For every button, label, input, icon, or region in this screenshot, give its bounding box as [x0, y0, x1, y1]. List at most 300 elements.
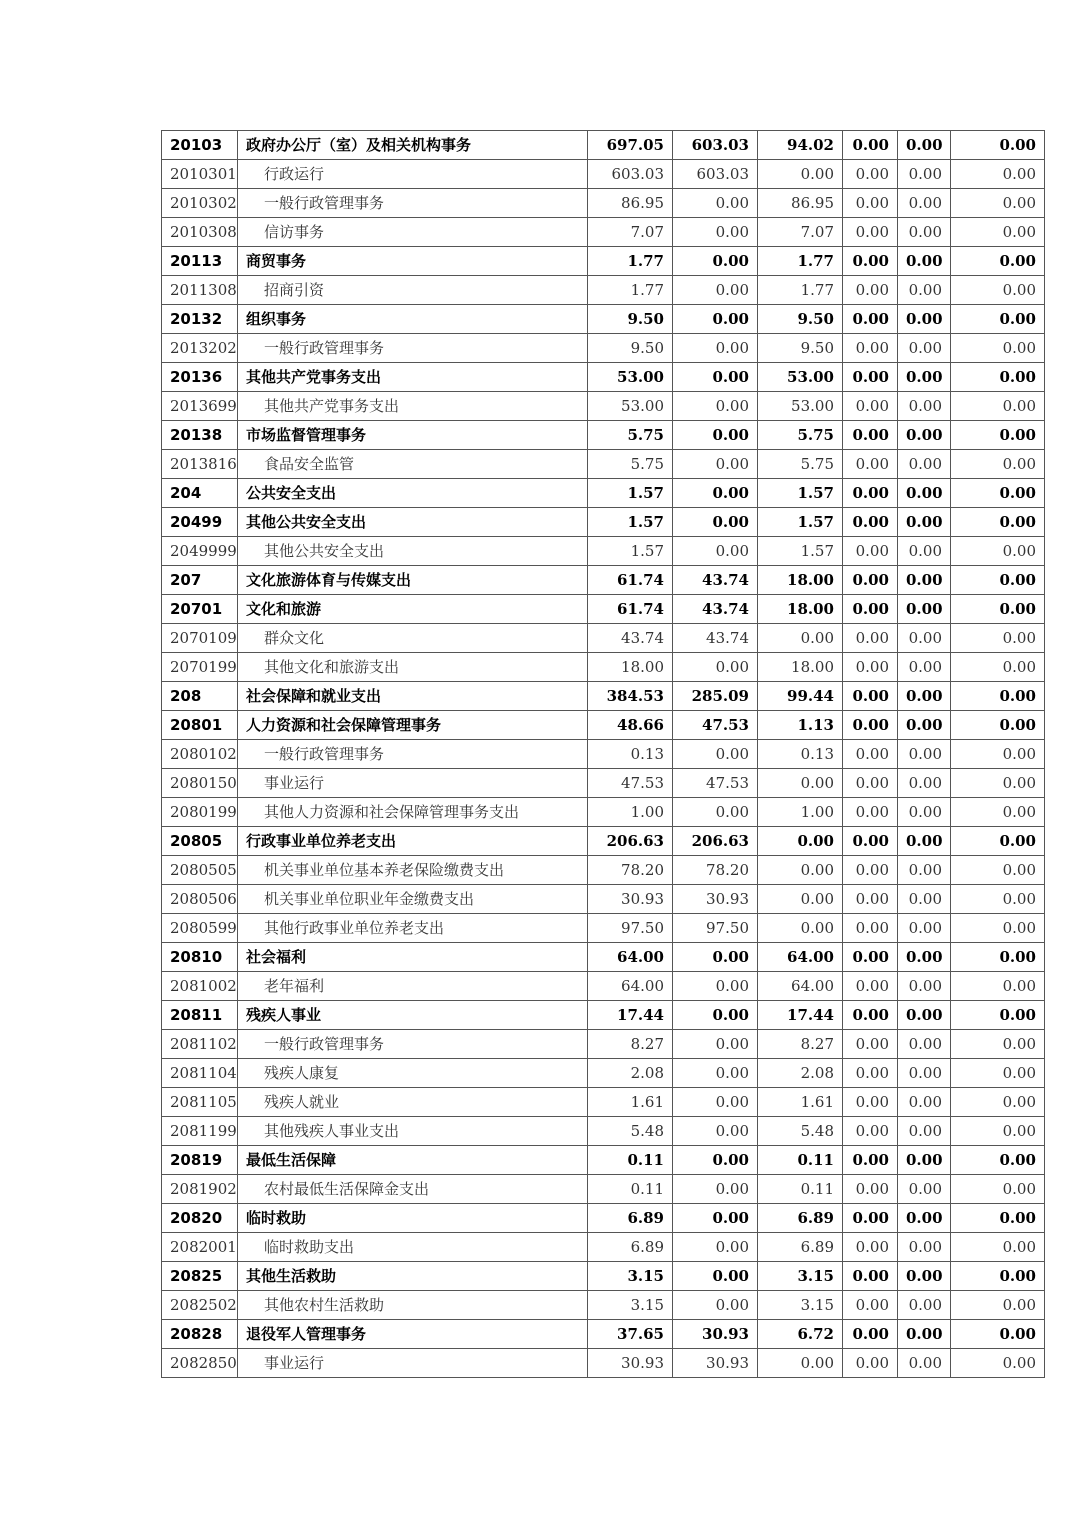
row-value-6: 0.00 [951, 392, 1045, 421]
row-value-4: 0.00 [843, 508, 898, 537]
row-value-5: 0.00 [898, 1320, 951, 1349]
row-value-2: 0.00 [673, 1291, 758, 1320]
row-name: 商贸事务 [238, 247, 588, 276]
row-name: 食品安全监管 [238, 450, 588, 479]
row-value-6: 0.00 [951, 508, 1045, 537]
row-name: 其他行政事业单位养老支出 [238, 914, 588, 943]
row-value-3: 53.00 [758, 392, 843, 421]
row-code: 2070109 [162, 624, 238, 653]
row-code: 2080102 [162, 740, 238, 769]
table-row [162, 885, 1045, 914]
row-code: 20819 [162, 1146, 238, 1175]
row-value-5: 0.00 [898, 682, 951, 711]
row-code: 20810 [162, 943, 238, 972]
row-value-4: 0.00 [843, 711, 898, 740]
row-value-3: 5.75 [758, 450, 843, 479]
row-code: 20828 [162, 1320, 238, 1349]
table-row [162, 1146, 1045, 1175]
row-value-5: 0.00 [898, 160, 951, 189]
row-code: 2081002 [162, 972, 238, 1001]
row-name: 人力资源和社会保障管理事务 [238, 711, 588, 740]
row-value-6: 0.00 [951, 131, 1045, 160]
row-value-6: 0.00 [951, 595, 1045, 624]
row-value-4: 0.00 [843, 1001, 898, 1030]
table-row [162, 682, 1045, 711]
table-row [162, 1088, 1045, 1117]
row-name: 最低生活保障 [238, 1146, 588, 1175]
row-value-1: 78.20 [588, 856, 673, 885]
row-value-1: 53.00 [588, 392, 673, 421]
row-value-4: 0.00 [843, 827, 898, 856]
row-value-4: 0.00 [843, 479, 898, 508]
row-name: 行政事业单位养老支出 [238, 827, 588, 856]
row-name: 群众文化 [238, 624, 588, 653]
row-code: 204 [162, 479, 238, 508]
row-value-1: 7.07 [588, 218, 673, 247]
row-value-5: 0.00 [898, 1001, 951, 1030]
row-name: 其他公共安全支出 [238, 508, 588, 537]
row-value-4: 0.00 [843, 595, 898, 624]
row-name: 社会保障和就业支出 [238, 682, 588, 711]
table-row [162, 769, 1045, 798]
row-value-2: 0.00 [673, 972, 758, 1001]
row-value-5: 0.00 [898, 421, 951, 450]
row-code: 2081199 [162, 1117, 238, 1146]
row-value-6: 0.00 [951, 1117, 1045, 1146]
row-value-3: 6.72 [758, 1320, 843, 1349]
table-row [162, 798, 1045, 827]
row-value-4: 0.00 [843, 247, 898, 276]
row-name: 组织事务 [238, 305, 588, 334]
row-value-4: 0.00 [843, 1117, 898, 1146]
row-value-2: 0.00 [673, 1204, 758, 1233]
row-code: 207 [162, 566, 238, 595]
row-value-5: 0.00 [898, 972, 951, 1001]
row-value-2: 0.00 [673, 537, 758, 566]
row-code: 2082502 [162, 1291, 238, 1320]
row-value-5: 0.00 [898, 450, 951, 479]
row-value-6: 0.00 [951, 334, 1045, 363]
row-value-3: 1.61 [758, 1088, 843, 1117]
row-value-2: 0.00 [673, 189, 758, 218]
row-code: 20701 [162, 595, 238, 624]
row-value-2: 285.09 [673, 682, 758, 711]
row-value-3: 0.00 [758, 769, 843, 798]
row-value-3: 1.57 [758, 479, 843, 508]
table-row [162, 1349, 1045, 1378]
row-value-1: 2.08 [588, 1059, 673, 1088]
row-value-3: 7.07 [758, 218, 843, 247]
row-code: 2081902 [162, 1175, 238, 1204]
row-value-2: 0.00 [673, 740, 758, 769]
row-name: 一般行政管理事务 [238, 1030, 588, 1059]
row-value-3: 0.00 [758, 1349, 843, 1378]
row-name: 残疾人就业 [238, 1088, 588, 1117]
row-name: 事业运行 [238, 1349, 588, 1378]
row-value-5: 0.00 [898, 943, 951, 972]
row-value-1: 3.15 [588, 1262, 673, 1291]
row-value-2: 47.53 [673, 769, 758, 798]
row-value-6: 0.00 [951, 189, 1045, 218]
row-value-2: 97.50 [673, 914, 758, 943]
row-value-2: 0.00 [673, 276, 758, 305]
row-value-2: 0.00 [673, 1059, 758, 1088]
row-value-1: 1.00 [588, 798, 673, 827]
row-value-3: 9.50 [758, 305, 843, 334]
row-value-4: 0.00 [843, 740, 898, 769]
row-value-3: 0.11 [758, 1175, 843, 1204]
row-value-3: 0.00 [758, 827, 843, 856]
table-row [162, 1030, 1045, 1059]
row-value-1: 37.65 [588, 1320, 673, 1349]
row-code: 20138 [162, 421, 238, 450]
row-value-1: 1.57 [588, 479, 673, 508]
row-value-6: 0.00 [951, 972, 1045, 1001]
row-value-6: 0.00 [951, 566, 1045, 595]
row-value-4: 0.00 [843, 566, 898, 595]
table-row [162, 450, 1045, 479]
row-value-6: 0.00 [951, 479, 1045, 508]
table-row [162, 508, 1045, 537]
row-value-2: 0.00 [673, 247, 758, 276]
row-value-1: 97.50 [588, 914, 673, 943]
table-row [162, 653, 1045, 682]
row-name: 机关事业单位职业年金缴费支出 [238, 885, 588, 914]
row-name: 事业运行 [238, 769, 588, 798]
row-value-6: 0.00 [951, 1088, 1045, 1117]
row-value-4: 0.00 [843, 1088, 898, 1117]
row-value-2: 0.00 [673, 653, 758, 682]
row-value-1: 43.74 [588, 624, 673, 653]
row-value-5: 0.00 [898, 1175, 951, 1204]
row-code: 2013699 [162, 392, 238, 421]
row-value-2: 43.74 [673, 624, 758, 653]
row-value-5: 0.00 [898, 131, 951, 160]
row-value-5: 0.00 [898, 1291, 951, 1320]
row-value-5: 0.00 [898, 247, 951, 276]
row-value-1: 603.03 [588, 160, 673, 189]
row-value-3: 0.13 [758, 740, 843, 769]
table-row [162, 160, 1045, 189]
row-value-2: 0.00 [673, 450, 758, 479]
table-row [162, 1001, 1045, 1030]
row-value-2: 30.93 [673, 1320, 758, 1349]
row-value-6: 0.00 [951, 160, 1045, 189]
row-value-3: 64.00 [758, 943, 843, 972]
row-value-4: 0.00 [843, 1349, 898, 1378]
row-name: 残疾人事业 [238, 1001, 588, 1030]
row-value-4: 0.00 [843, 943, 898, 972]
row-value-6: 0.00 [951, 537, 1045, 566]
row-value-6: 0.00 [951, 711, 1045, 740]
row-value-2: 0.00 [673, 1262, 758, 1291]
table-row [162, 1117, 1045, 1146]
table-row [162, 595, 1045, 624]
row-value-1: 64.00 [588, 972, 673, 1001]
row-value-3: 18.00 [758, 653, 843, 682]
row-code: 2070199 [162, 653, 238, 682]
row-value-5: 0.00 [898, 1233, 951, 1262]
row-value-2: 0.00 [673, 1175, 758, 1204]
row-value-3: 1.57 [758, 537, 843, 566]
row-value-1: 47.53 [588, 769, 673, 798]
row-value-4: 0.00 [843, 131, 898, 160]
row-value-3: 0.00 [758, 624, 843, 653]
table-row [162, 1262, 1045, 1291]
row-value-2: 0.00 [673, 363, 758, 392]
table-row [162, 1204, 1045, 1233]
row-value-2: 0.00 [673, 334, 758, 363]
row-code: 20132 [162, 305, 238, 334]
table-row [162, 276, 1045, 305]
row-name: 农村最低生活保障金支出 [238, 1175, 588, 1204]
row-name: 文化和旅游 [238, 595, 588, 624]
row-value-6: 0.00 [951, 856, 1045, 885]
row-value-4: 0.00 [843, 1059, 898, 1088]
row-value-1: 1.61 [588, 1088, 673, 1117]
row-name: 社会福利 [238, 943, 588, 972]
row-value-2: 0.00 [673, 305, 758, 334]
row-value-4: 0.00 [843, 421, 898, 450]
row-code: 20820 [162, 1204, 238, 1233]
row-value-2: 0.00 [673, 1146, 758, 1175]
row-code: 2011308 [162, 276, 238, 305]
row-value-1: 9.50 [588, 334, 673, 363]
row-value-2: 30.93 [673, 1349, 758, 1378]
row-value-6: 0.00 [951, 943, 1045, 972]
row-value-6: 0.00 [951, 247, 1045, 276]
row-value-6: 0.00 [951, 653, 1045, 682]
row-value-1: 697.05 [588, 131, 673, 160]
row-name: 市场监督管理事务 [238, 421, 588, 450]
row-value-2: 0.00 [673, 1088, 758, 1117]
row-code: 2013816 [162, 450, 238, 479]
row-code: 2082850 [162, 1349, 238, 1378]
row-code: 2081104 [162, 1059, 238, 1088]
table-row [162, 1233, 1045, 1262]
table-row [162, 624, 1045, 653]
row-value-6: 0.00 [951, 218, 1045, 247]
row-value-5: 0.00 [898, 1146, 951, 1175]
row-value-2: 0.00 [673, 421, 758, 450]
row-value-5: 0.00 [898, 914, 951, 943]
table-row [162, 218, 1045, 247]
row-value-5: 0.00 [898, 479, 951, 508]
row-value-1: 0.13 [588, 740, 673, 769]
row-value-4: 0.00 [843, 914, 898, 943]
row-value-4: 0.00 [843, 218, 898, 247]
table-row [162, 740, 1045, 769]
row-name: 政府办公厅（室）及相关机构事务 [238, 131, 588, 160]
table-row [162, 479, 1045, 508]
row-name: 文化旅游体育与传媒支出 [238, 566, 588, 595]
row-value-3: 17.44 [758, 1001, 843, 1030]
row-value-1: 384.53 [588, 682, 673, 711]
row-name: 招商引资 [238, 276, 588, 305]
row-code: 2080150 [162, 769, 238, 798]
row-value-6: 0.00 [951, 1291, 1045, 1320]
table-row [162, 131, 1045, 160]
row-value-4: 0.00 [843, 537, 898, 566]
table-row [162, 972, 1045, 1001]
row-value-1: 3.15 [588, 1291, 673, 1320]
row-value-1: 6.89 [588, 1204, 673, 1233]
row-name: 其他残疾人事业支出 [238, 1117, 588, 1146]
row-value-2: 43.74 [673, 566, 758, 595]
row-value-5: 0.00 [898, 827, 951, 856]
row-value-5: 0.00 [898, 769, 951, 798]
row-value-6: 0.00 [951, 1001, 1045, 1030]
row-value-4: 0.00 [843, 1233, 898, 1262]
row-value-4: 0.00 [843, 1146, 898, 1175]
row-value-6: 0.00 [951, 740, 1045, 769]
row-value-5: 0.00 [898, 798, 951, 827]
row-value-3: 0.00 [758, 160, 843, 189]
row-value-1: 30.93 [588, 1349, 673, 1378]
row-value-5: 0.00 [898, 189, 951, 218]
table-row [162, 827, 1045, 856]
row-value-2: 0.00 [673, 943, 758, 972]
row-value-2: 0.00 [673, 1030, 758, 1059]
row-value-4: 0.00 [843, 1320, 898, 1349]
row-value-5: 0.00 [898, 566, 951, 595]
row-value-4: 0.00 [843, 798, 898, 827]
row-value-6: 0.00 [951, 276, 1045, 305]
row-value-6: 0.00 [951, 798, 1045, 827]
row-value-5: 0.00 [898, 276, 951, 305]
row-code: 20103 [162, 131, 238, 160]
row-value-3: 1.57 [758, 508, 843, 537]
row-code: 2080505 [162, 856, 238, 885]
row-value-4: 0.00 [843, 189, 898, 218]
row-value-5: 0.00 [898, 856, 951, 885]
row-value-3: 94.02 [758, 131, 843, 160]
row-code: 2081105 [162, 1088, 238, 1117]
table-row [162, 421, 1045, 450]
row-value-3: 64.00 [758, 972, 843, 1001]
row-value-3: 18.00 [758, 595, 843, 624]
row-name: 其他共产党事务支出 [238, 363, 588, 392]
row-value-4: 0.00 [843, 885, 898, 914]
row-value-2: 0.00 [673, 1117, 758, 1146]
row-value-5: 0.00 [898, 1204, 951, 1233]
table-row [162, 247, 1045, 276]
row-code: 20801 [162, 711, 238, 740]
row-value-4: 0.00 [843, 305, 898, 334]
row-value-6: 0.00 [951, 827, 1045, 856]
row-value-3: 5.48 [758, 1117, 843, 1146]
row-value-6: 0.00 [951, 1262, 1045, 1291]
row-value-4: 0.00 [843, 276, 898, 305]
table-row [162, 305, 1045, 334]
row-value-1: 206.63 [588, 827, 673, 856]
table-row [162, 943, 1045, 972]
table-row [162, 363, 1045, 392]
row-value-3: 1.77 [758, 276, 843, 305]
row-value-3: 0.00 [758, 914, 843, 943]
row-value-5: 0.00 [898, 334, 951, 363]
row-value-1: 8.27 [588, 1030, 673, 1059]
row-value-5: 0.00 [898, 1030, 951, 1059]
row-value-4: 0.00 [843, 1291, 898, 1320]
row-value-1: 1.57 [588, 508, 673, 537]
row-value-1: 86.95 [588, 189, 673, 218]
row-value-4: 0.00 [843, 160, 898, 189]
row-value-6: 0.00 [951, 682, 1045, 711]
row-value-2: 0.00 [673, 392, 758, 421]
row-value-3: 53.00 [758, 363, 843, 392]
budget-table [161, 130, 1045, 1378]
row-value-2: 0.00 [673, 798, 758, 827]
row-value-6: 0.00 [951, 624, 1045, 653]
row-value-3: 99.44 [758, 682, 843, 711]
row-name: 其他公共安全支出 [238, 537, 588, 566]
row-value-1: 18.00 [588, 653, 673, 682]
row-value-2: 0.00 [673, 479, 758, 508]
row-code: 2080506 [162, 885, 238, 914]
table-row [162, 1059, 1045, 1088]
row-name: 其他农村生活救助 [238, 1291, 588, 1320]
row-value-1: 17.44 [588, 1001, 673, 1030]
table-row [162, 566, 1045, 595]
row-value-4: 0.00 [843, 450, 898, 479]
row-name: 一般行政管理事务 [238, 189, 588, 218]
row-value-4: 0.00 [843, 1204, 898, 1233]
row-value-1: 9.50 [588, 305, 673, 334]
table-row [162, 711, 1045, 740]
row-value-6: 0.00 [951, 1146, 1045, 1175]
row-value-2: 43.74 [673, 595, 758, 624]
row-code: 20499 [162, 508, 238, 537]
row-value-6: 0.00 [951, 1320, 1045, 1349]
row-value-6: 0.00 [951, 363, 1045, 392]
table-row [162, 392, 1045, 421]
table-row [162, 1291, 1045, 1320]
row-value-6: 0.00 [951, 1349, 1045, 1378]
row-code: 20811 [162, 1001, 238, 1030]
row-code: 2010302 [162, 189, 238, 218]
row-value-6: 0.00 [951, 914, 1045, 943]
table-row [162, 1320, 1045, 1349]
row-value-6: 0.00 [951, 1204, 1045, 1233]
row-value-5: 0.00 [898, 363, 951, 392]
row-value-1: 5.75 [588, 450, 673, 479]
table-row [162, 334, 1045, 363]
row-value-1: 0.11 [588, 1175, 673, 1204]
row-value-6: 0.00 [951, 450, 1045, 479]
row-code: 2010301 [162, 160, 238, 189]
row-value-4: 0.00 [843, 1030, 898, 1059]
row-code: 2010308 [162, 218, 238, 247]
table-row [162, 1175, 1045, 1204]
row-value-1: 53.00 [588, 363, 673, 392]
row-value-6: 0.00 [951, 1030, 1045, 1059]
row-value-3: 0.00 [758, 856, 843, 885]
table-row [162, 856, 1045, 885]
row-name: 其他生活救助 [238, 1262, 588, 1291]
row-value-2: 603.03 [673, 131, 758, 160]
row-value-1: 64.00 [588, 943, 673, 972]
row-value-1: 1.77 [588, 276, 673, 305]
row-value-3: 3.15 [758, 1291, 843, 1320]
row-value-3: 9.50 [758, 334, 843, 363]
row-value-4: 0.00 [843, 653, 898, 682]
row-value-6: 0.00 [951, 305, 1045, 334]
row-value-5: 0.00 [898, 392, 951, 421]
row-code: 2013202 [162, 334, 238, 363]
row-value-5: 0.00 [898, 305, 951, 334]
row-value-3: 18.00 [758, 566, 843, 595]
